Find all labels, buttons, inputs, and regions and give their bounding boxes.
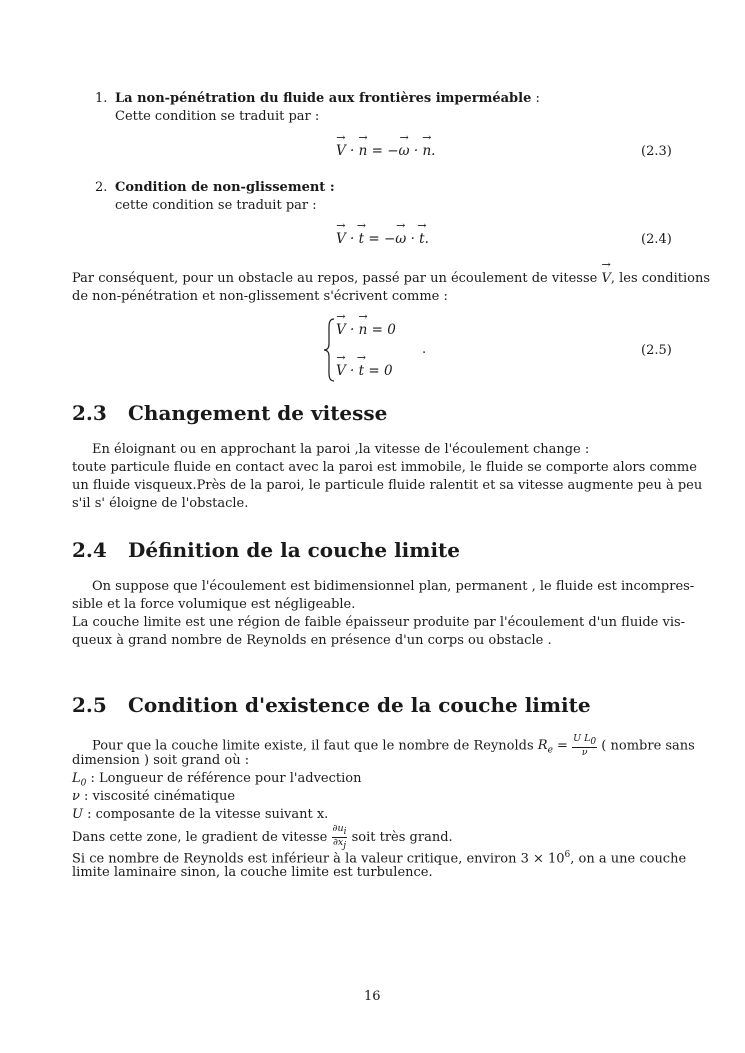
list-item-2 — [95, 179, 335, 197]
exponent: 6 — [564, 850, 571, 860]
paragraph-text: ( nombre sans — [601, 738, 695, 754]
equation-period: . — [422, 342, 427, 357]
section-number: 2.5 — [72, 693, 107, 717]
list-item-number: 2. — [95, 180, 108, 195]
paragraph-text: Dans cette zone, le gradient de vitesse — [72, 829, 328, 845]
section-heading — [72, 401, 387, 425]
section-number: 2.4 — [72, 538, 107, 562]
page-number: 16 — [364, 989, 381, 1004]
equation-label: (2.5) — [641, 343, 672, 358]
definition-U: U : composante de la vitesse suivant x. — [72, 807, 329, 822]
left-brace-icon — [322, 318, 336, 382]
paragraph-line: En éloignant ou en approchant la paroi ,la vitesse de l'écoulement change : — [92, 442, 590, 457]
section-title: Condition d'existence de la couche limite — [128, 693, 591, 717]
section-heading — [72, 693, 591, 717]
paragraph-line: sible et la force volumique est négligeable. — [72, 597, 356, 612]
paragraph-text: Par conséquent, pour un obstacle au repos, passé par un écoulement de vitesse — [72, 271, 598, 286]
paragraph-line: de non-pénétration et non-glissement s'écrivent comme : — [72, 289, 448, 304]
definition-nu: ν : viscosité cinématique — [72, 789, 236, 804]
equation-label: (2.3) — [641, 144, 672, 159]
paragraph-line: La couche limite est une région de faible épaisseur produite par l'écoulement d'un fluide vis- — [72, 615, 686, 630]
paragraph-text: soit très grand. — [351, 829, 453, 845]
paragraph-text: Si ce nombre de Reynolds est inférieur à la valeur critique, environ 3 × 10 — [72, 851, 565, 867]
list-item-colon: : — [531, 91, 540, 106]
paragraph-line — [72, 270, 710, 288]
list-item-title: La non-pénétration du fluide aux frontières imperméable — [115, 91, 532, 106]
paragraph-text: Pour que la couche limite existe, il faut que le nombre de Reynolds — [92, 738, 534, 754]
section-title: Changement de vitesse — [128, 401, 388, 425]
section-heading — [72, 538, 460, 562]
definition-text: : Longueur de référence pour l'advection — [86, 771, 362, 786]
equation-system-line-2: → V · → t = 0 — [336, 363, 393, 379]
list-item-title: Condition de non-glissement : — [115, 180, 335, 195]
paragraph-line: On suppose que l'écoulement est bidimensionnel plan, permanent , le fluide est incompres- — [92, 579, 695, 594]
definition-L0: $L_0$ : Longueur de référence pour l'advection — [72, 771, 362, 789]
definition-text: : viscosité cinématique — [79, 789, 236, 804]
equation-2-4: → V · → t = −→ ω · → t. — [336, 231, 429, 247]
paragraph-line: s'il s' éloigne de l'obstacle. — [72, 496, 249, 511]
list-item-text: cette condition se traduit par : — [115, 198, 317, 213]
reynolds-symbol: $R_e$ — [537, 738, 553, 757]
paragraph-line: toute particule fluide en contact avec la paroi est immobile, le fluide se comporte alors comme — [72, 460, 697, 475]
gradient-fraction: $\frac{\partial u_i}{\partial x_j}$ — [332, 823, 347, 851]
paragraph-line: queux à grand nombre de Reynolds en présence d'un corps ou obstacle . — [72, 633, 552, 648]
section-number: 2.3 — [72, 401, 107, 425]
list-item-text: Cette condition se traduit par : — [115, 109, 320, 124]
paragraph-text: , on a une couche — [570, 851, 687, 867]
velocity-vector: → V — [601, 270, 610, 288]
equation-label: (2.4) — [641, 232, 672, 247]
paragraph-line: limite laminaire sinon, la couche limite est turbulence. — [72, 865, 433, 880]
section-title: Définition de la couche limite — [128, 538, 461, 562]
paragraph-line: un fluide visqueux.Près de la paroi, le particule fluide ralentit et sa vitesse augmente peu à peu — [72, 478, 703, 493]
paragraph-text: , les conditions — [610, 271, 710, 286]
paragraph-line: Pour que la couche limite existe, il faut que le nombre de Reynolds $R_e$ = $\frac{U L_0}{\nu}$ ( nombre sans — [92, 733, 695, 758]
reynolds-fraction: $\frac{U L_0}{\nu}$ — [573, 733, 597, 758]
list-item-1 — [95, 90, 540, 108]
equation-system-line-1: → V · → n = 0 — [336, 322, 396, 338]
definition-text: : composante de la vitesse suivant x. — [82, 807, 329, 822]
list-item-number: 1. — [95, 91, 108, 106]
paragraph-line: dimension ) soit grand où : — [72, 753, 250, 768]
equation-2-3: → V · → n = −→ ω · → n. — [336, 143, 435, 159]
